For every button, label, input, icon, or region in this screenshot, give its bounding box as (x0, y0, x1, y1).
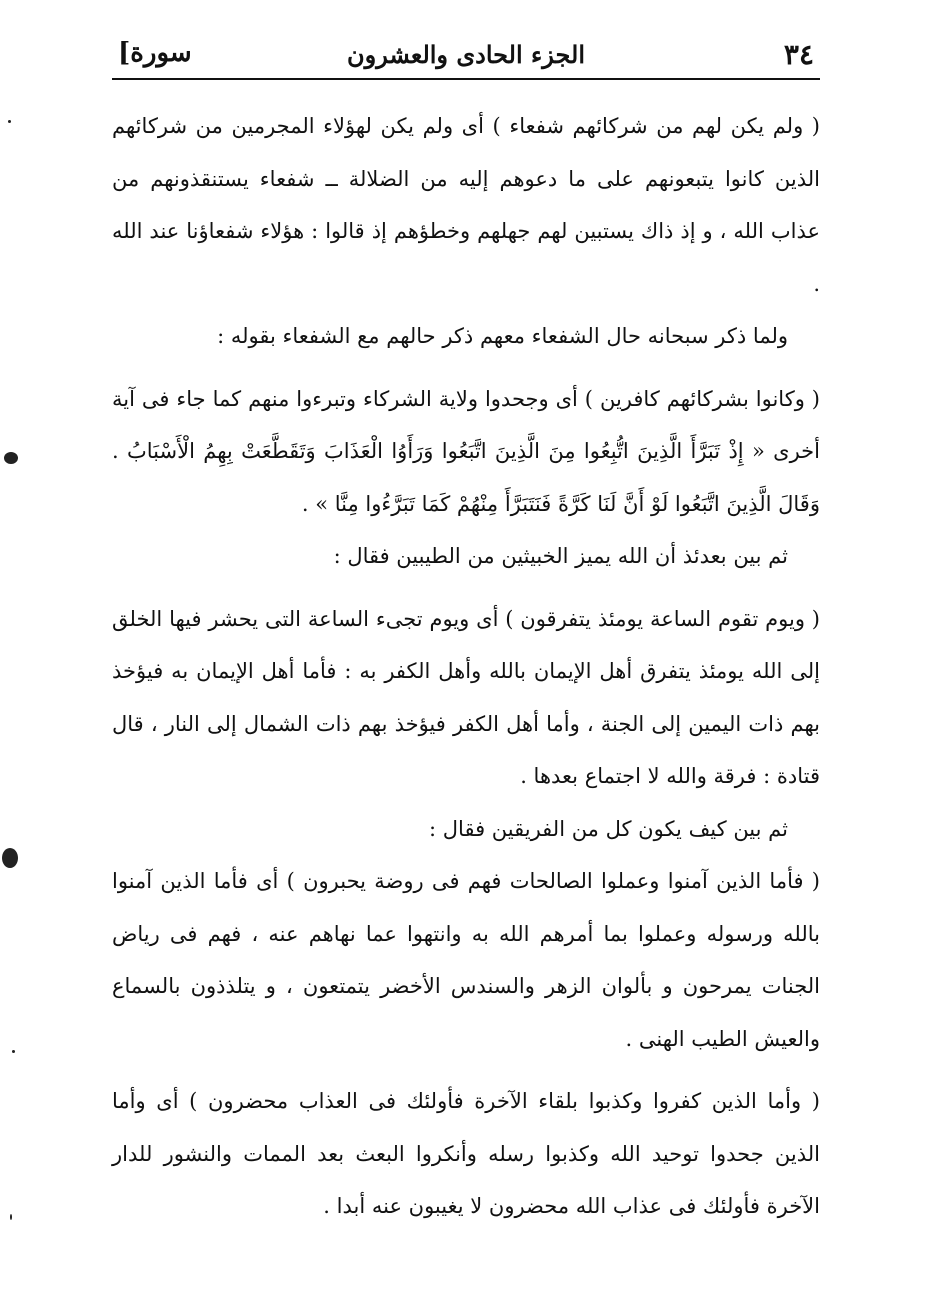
margin-speck (8, 120, 11, 123)
surah-label: سورة] (118, 38, 192, 68)
paragraph-tafsir-muhdarun: ( وأما الذين كفروا وكذبوا بلقاء الآخرة فأولئك فى العذاب محضرون ) أى وأما الذين جحدوا توحيد الله وكذبوا رسله وأنكروا البعث بعد الممات والنشور للدار الآخرة فأولئك فى عذاب الله محضرون لا يغيبون عنه أبدا . (112, 1089, 820, 1218)
margin-speck (12, 1050, 15, 1053)
page-number: ٣٤ (783, 38, 814, 71)
body-text (112, 100, 820, 1233)
paragraph-transition-1: ولما ذكر سبحانه حال الشفعاء معهم ذكر حالهم مع الشفعاء بقوله : (217, 324, 788, 348)
paragraph-tafsir-kafirin: ( وكانوا بشركائهم كافرين ) أى وجحدوا ولاية الشركاء وتبرءوا منهم كما جاء فى آية أخرى « إِذْ تَبَرَّأَ الَّذِينَ اتُّبِعُوا مِنَ الَّذِينَ اتَّبَعُوا وَرَأَوُا الْعَذَابَ وَتَقَطَّعَتْ بِهِمُ الْأَسْبَابُ . وَقَالَ الَّذِينَ اتَّبَعُوا لَوْ أَنَّ لَنَا كَرَّةً فَنَتَبَرَّأَ مِنْهُمْ كَمَا تَبَرَّءُوا مِنَّا » . (112, 386, 820, 516)
margin-speck (4, 452, 18, 464)
paragraph-transition-3: ثم بين كيف يكون كل من الفريقين فقال : (429, 816, 788, 841)
margin-speck (2, 848, 18, 868)
header-rule (112, 78, 820, 80)
running-title: الجزء الحادى والعشرون (347, 40, 585, 69)
paragraph-tafsir-yuhbarun: ( فأما الذين آمنوا وعملوا الصالحات فهم فى روضة يحبرون ) أى فأما الذين آمنوا بالله ورسوله وعملوا بما أمرهم الله به وانتهوا عما نهاهم عنه ، فهم فى رياض الجنات يمرحون و بألوان الزهر والسندس الأخضر يتمتعون ، و يتلذذون بالسماع والعيش الطيب الهنى . (112, 869, 820, 1051)
paragraph-tafsir-shufaa: ( ولم يكن لهم من شركائهم شفعاء ) أى ولم يكن لهؤلاء المجرمين من شركائهم الذين كانوا يتبعونهم على ما دعوهم إليه من الضلالة ــ شفعاء يستنقذونهم من عذاب الله ، و إذ ذاك يستبين لهم جهلهم وخطؤهم إذ قالوا : هؤلاء شفعاؤنا عند الله . (112, 114, 820, 296)
paragraph-tafsir-yatafarraqun: ( ويوم تقوم الساعة يومئذ يتفرقون ) أى ويوم تجىء الساعة التى يحشر فيها الخلق إلى الله يومئذ يتفرق أهل الإيمان بالله وأهل الكفر به : فأما أهل الإيمان به فيؤخذ بهم ذات اليمين إلى الجنة ، وأما أهل الكفر فيؤخذ بهم ذات الشمال إلى النار ، قال قتادة : فرقة والله لا اجتماع بعدها . (112, 606, 820, 788)
paragraph-transition-2: ثم بين بعدئذ أن الله يميز الخبيثين من الطيبين فقال : (333, 544, 788, 568)
margin-speck (10, 1214, 12, 1220)
page-header (112, 30, 820, 80)
